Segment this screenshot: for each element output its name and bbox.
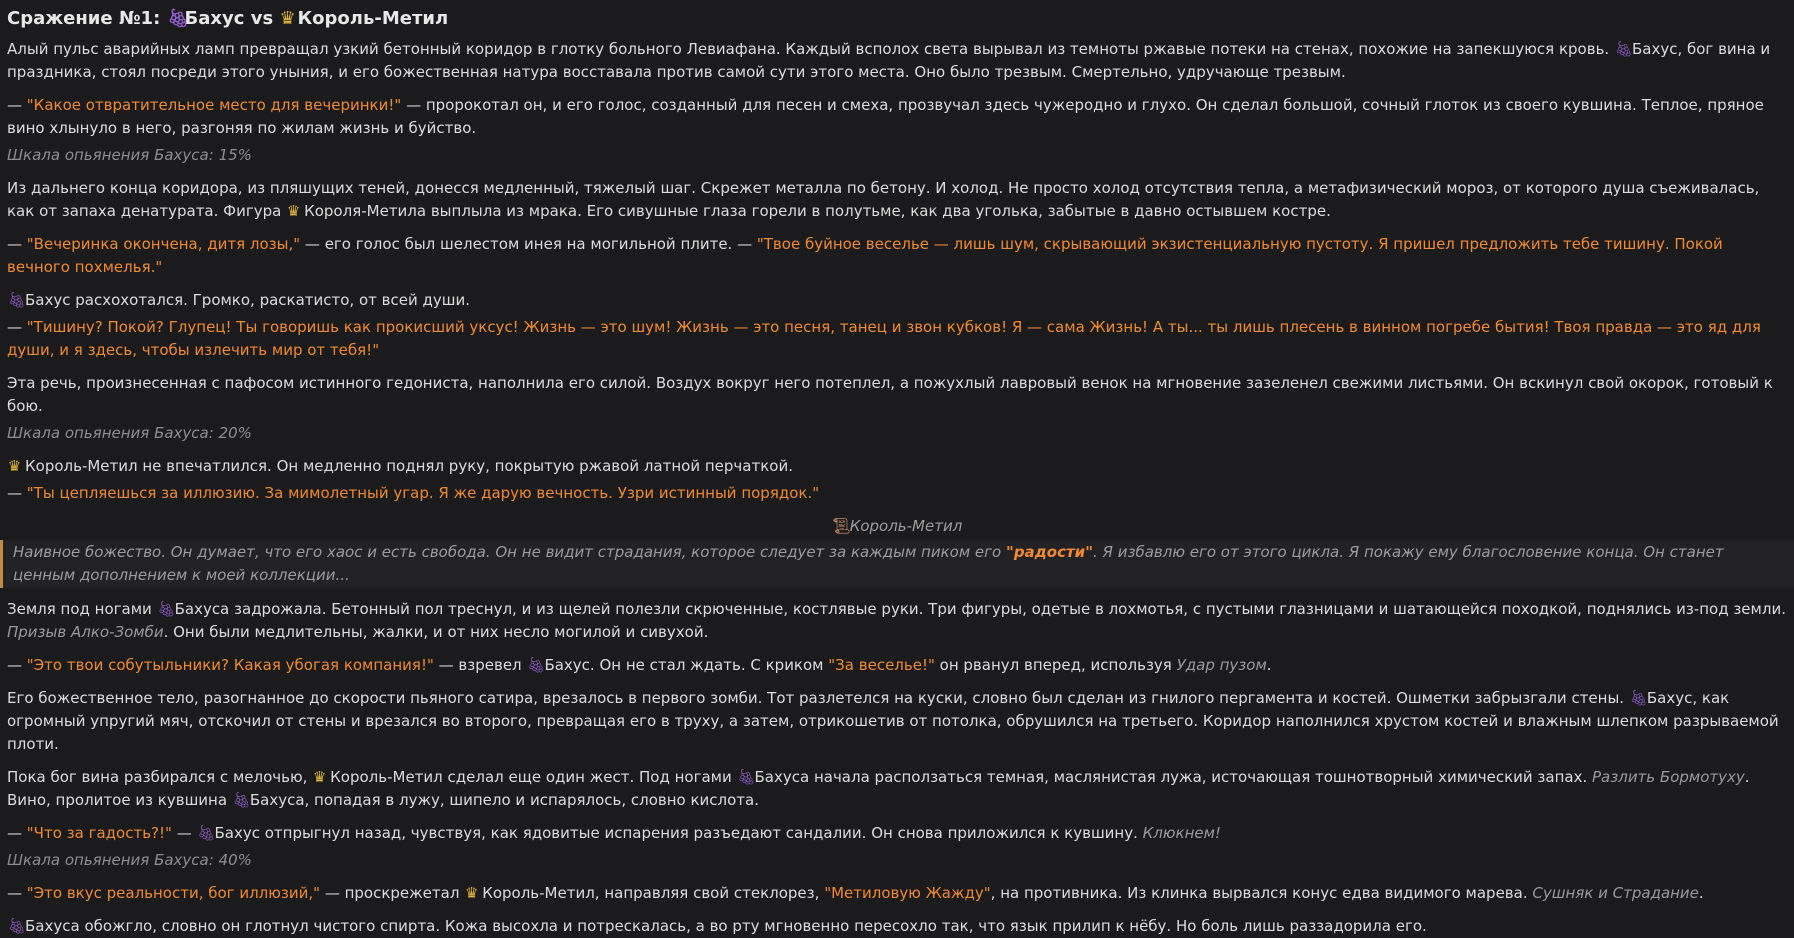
ability-name: Разлить Бормотуху <box>1592 768 1745 786</box>
dash: — <box>7 318 22 336</box>
ability-name: Сушняк и Страдание <box>1532 884 1699 902</box>
ability-name: Удар пузом <box>1176 656 1267 674</box>
paragraph-12 <box>7 687 1787 756</box>
text: — <box>176 824 192 842</box>
text: — проскрежетал <box>324 884 460 902</box>
text: Бахуса начала расползаться темная, маслянистая лужа, источающая тошнотворный химический запах. <box>754 768 1588 786</box>
text: Король-Метил сделал еще один жест. Под ногами <box>330 768 732 786</box>
paragraph-9 <box>7 482 1787 505</box>
text: Короля-Метила выплыла из мрака. Его сивушные глаза горели в полутьме, как два уголька, забытые в давно остывшем костре. <box>304 202 1331 220</box>
text: Король-Метил не впечатлился. Он медленно поднял руку, покрытую ржавой латной перчаткой. <box>25 457 793 475</box>
paragraph-6 <box>7 316 1787 362</box>
crown-icon: ♛ <box>7 457 22 475</box>
paragraph-4 <box>7 233 1787 279</box>
grape-icon: 🍇︎ <box>196 824 216 842</box>
text: Бахуса, попадая в лужу, шипело и испарялось, словно кислота. <box>249 791 760 809</box>
paragraph-1 <box>7 38 1787 84</box>
quoted-word: "радости" <box>1006 543 1094 561</box>
dialogue-quote: "Что за гадость?!" <box>26 824 172 842</box>
dialogue-quote: "Ты цепляешься за иллюзию. За мимолетный угар. Я же дарую вечность. Узри истинный порядок." <box>26 484 820 502</box>
paragraph-11 <box>7 654 1787 677</box>
grape-icon: 🍇︎ <box>7 291 27 309</box>
inner-voice-header <box>7 515 1787 538</box>
text: — взревел <box>438 656 522 674</box>
crown-icon: ♛ <box>286 202 301 220</box>
crown-icon: ♛ <box>312 768 327 786</box>
battle-title <box>7 6 1787 32</box>
dialogue-quote: "Какое отвратительное место для вечеринки!" <box>26 96 402 114</box>
paragraph-7: Эта речь, произнесенная с пафосом истинного гедониста, наполнила его силой. Воздух вокруг него потеплел, а пожухлый лавровый венок на мгновение зазеленел свежими листьями. Он вскинул свой окорок, готовый к бою. <box>7 374 1773 415</box>
drunk-scale-3: Шкала опьянения Бахуса: 40% <box>7 851 252 869</box>
title-vs: vs <box>250 8 274 29</box>
text: — его голос был шелестом инея на могильной плите. — <box>304 235 753 253</box>
grape-icon: 🍇︎ <box>231 791 251 809</box>
dialogue-quote: "Это твои собутыльники? Какая убогая компания!" <box>26 656 434 674</box>
text: он рванул вперед, используя <box>939 656 1172 674</box>
text: . Вино, пролитое из кувшина <box>7 768 1750 809</box>
text: Бахуса задрожала. Бетонный пол треснул, и из щелей полезли скрюченные, костлявые руки. Три фигуры, одетые в лохмотья, с пустыми глазницами и шатающейся походкой, поднялись из-под земли. <box>174 600 1786 618</box>
text: Алый пульс аварийных ламп превращал узкий бетонный коридор в глотку больного Левиафана. Каждый всполох света вырывал из темноты ржавые потеки на стенах, похожие на запекшуюся кровь. <box>7 40 1610 58</box>
title-king: Король-Метил <box>297 8 449 29</box>
title-bachus: Бахус <box>184 8 245 29</box>
dash: — <box>7 235 22 253</box>
text: Бахус. Он не стал ждать. С криком <box>544 656 824 674</box>
grape-icon: 🍇︎ <box>166 8 190 29</box>
dialogue-quote: "Тишину? Покой? Глупец! Ты говоришь как прокисший уксус! Жизнь — это шум! Жизнь — это песня, танец и звон кубков! Я — сама Жизнь! А ты... ты лишь плесень в винном погребе бытия! Твоя правда — это яд для души, и я здесь, чтобы излечить мир от тебя!" <box>7 318 1761 359</box>
dash: — <box>7 656 22 674</box>
scroll-icon: 📜︎ <box>831 517 851 535</box>
text: Пока бог вина разбирался с мелочью, <box>7 768 308 786</box>
drunk-scale-1: Шкала опьянения Бахуса: 15% <box>7 146 252 164</box>
grape-icon: 🍇︎ <box>156 600 176 618</box>
text: — пророкотал он, и его голос, созданный для песен и смеха, прозвучал здесь чужеродно и глухо. Он сделал большой, сочный глоток из своего кувшина. Теплое, пряное вино хлынуло в него, разгоняя по жилам жизнь и буйство. <box>7 96 1764 137</box>
paragraph-3 <box>7 177 1787 223</box>
dialogue-quote: "Вечеринка окончена, дитя лозы," <box>26 235 301 253</box>
title-prefix: Сражение №1: <box>7 8 161 29</box>
dash: — <box>7 884 22 902</box>
text: . <box>1266 656 1272 674</box>
ability-name: Клюкнем! <box>1142 824 1221 842</box>
inner-voice-name: Король-Метил <box>849 517 963 535</box>
grape-icon: 🍇︎ <box>7 917 27 935</box>
grape-icon: 🍇︎ <box>736 768 756 786</box>
text: Его божественное тело, разогнанное до скорости пьяного сатира, врезалось в первого зомби. Тот разлетелся на куски, словно был сделан из гнилого пергамента и костей. Ошметки забрызгали стены. <box>7 689 1625 707</box>
grape-icon: 🍇︎ <box>1613 40 1634 58</box>
text: Земля под ногами <box>7 600 152 618</box>
paragraph-8 <box>7 455 1787 478</box>
text: , на противника. Из клинка вырвался конус едва видимого марева. <box>990 884 1528 902</box>
text: Бахус отпрыгнул назад, чувствуя, как ядовитые испарения разъедают сандалии. Он снова приложился к кувшину. <box>214 824 1138 842</box>
text: . Они были медлительны, жалки, и от них несло могилой и сивухой. <box>163 623 709 641</box>
text: Бахуса обожгло, словно он глотнул чистого спирта. Кожа высохла и потрескалась, а во рту мгновенно пересохло так, что язык прилип к нёбу. Но боль лишь раззадорила его. <box>25 917 1427 935</box>
crown-icon: ♛ <box>279 8 296 29</box>
text: Бахус, как огромный упругий мяч, отскочил от стены и врезался во второго, превращая его в труху, а затем, отрикошетив от потолка, обрушился на третьего. Коридор наполнился хрустом костей и влажным шлепком разрываемой плоти. <box>7 689 1779 753</box>
dialogue-quote: "За веселье!" <box>828 656 935 674</box>
crown-icon: ♛ <box>464 884 479 902</box>
paragraph-15 <box>7 882 1787 905</box>
paragraph-2 <box>7 94 1787 140</box>
paragraph-13 <box>7 766 1787 812</box>
paragraph-10 <box>7 598 1787 644</box>
text: . Я избавлю его от этого цикла. Я покажу ему благословение конца. Он станет ценным дополнением к моей коллекции... <box>13 543 1724 584</box>
inner-voice-quote <box>0 540 1794 588</box>
text: Наивное божество. Он думает, что его хаос и есть свобода. Он не видит страдания, которое следует за каждым пиком его <box>13 543 1002 561</box>
drunk-scale-2: Шкала опьянения Бахуса: 20% <box>7 424 252 442</box>
dialogue-quote: "Твое буйное веселье — лишь шум, скрывающий экзистенциальную пустоту. Я пришел предложить тебе тишину. Покой вечного похмелья." <box>7 235 1723 276</box>
paragraph-14 <box>7 822 1787 845</box>
paragraph-16 <box>7 915 1787 938</box>
grape-icon: 🍇︎ <box>526 656 546 674</box>
paragraph-5 <box>7 289 1787 312</box>
text: Бахус расхохотался. Громко, раскатисто, от всей души. <box>25 291 470 309</box>
text: Из дальнего конца коридора, из пляшущих теней, донесся медленный, тяжелый шаг. Скрежет металла по бетону. И холод. Не просто холод отсутствия тепла, а метафизический мороз, от которого душа съеживалась, как от запаха денатурата. Фигура <box>7 179 1760 220</box>
dash: — <box>7 96 22 114</box>
text: . <box>1698 884 1704 902</box>
ability-name: Призыв Алко-Зомби <box>7 623 164 641</box>
grape-icon: 🍇︎ <box>1628 689 1648 707</box>
text: Бахус, бог вина и праздника, стоял посреди этого уныния, и его божественная натура восставала против самой сути этого места. Оно было трезвым. Смертельно, удручающе трезвым. <box>7 40 1771 81</box>
dialogue-quote: "Это вкус реальности, бог иллюзий," <box>26 884 321 902</box>
dash: — <box>7 484 22 502</box>
text: Король-Метил, направляя свой стеклорез, <box>482 884 820 902</box>
dash: — <box>7 824 22 842</box>
dialogue-quote: "Метиловую Жажду" <box>824 884 991 902</box>
